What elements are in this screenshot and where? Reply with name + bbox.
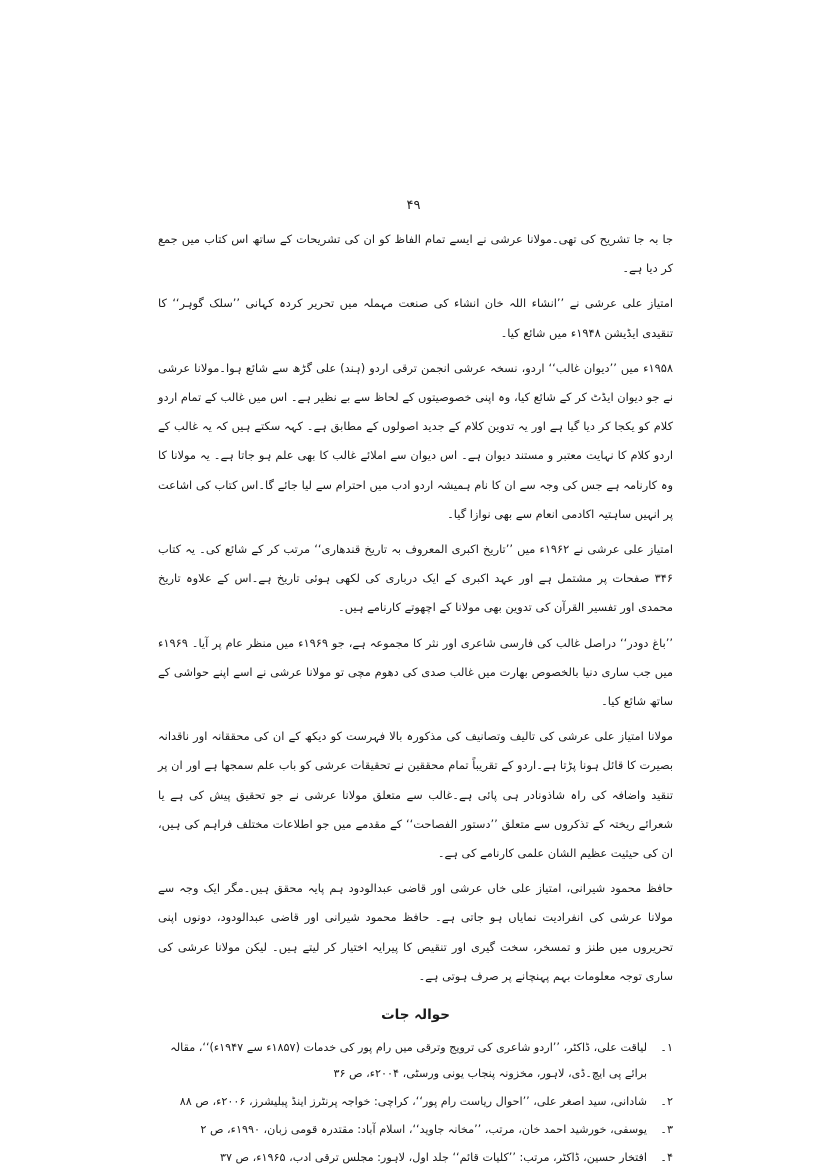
reference-number: ۴۔ <box>660 1151 673 1165</box>
paragraph: حافظ محمود شیرانی، امتیاز علی خاں عرشی اور قاضی عبدالودود ہم پایہ محقق ہیں۔مگر ایک وجہ سے مولانا عرشی کی انفرادیت نمایاں ہو جاتی ہے۔ حافظ محمود شیرانی اور قاضی عبدالودود، دونوں اپنی تحریروں میں طنز و تمسخر، سخت گیری اور تنقیص کا پیرایہ اختیار کر لیتے ہیں۔ لیکن مولانا عرشی کی ساری توجہ معلومات بہم پہنچانے پر صرف ہوتی ہے۔ <box>158 881 673 983</box>
reference-text: لیاقت علی، ڈاکٹر، ’’اردو شاعری کی ترویج وترقی میں رام پور کی خدمات (۱۸۵۷ء سے ۱۹۴۷ء)‘‘، مقالہ برائے پی ایچ۔ڈی، لاہور، مخزونہ پنجاب یونی ورسٹی، ۲۰۰۴ء، ص ۳۶ <box>170 1041 647 1081</box>
reference-item <box>158 1117 673 1143</box>
reference-number: ۱۔ <box>660 1041 673 1055</box>
paragraph: امتیاز علی عرشی نے ۱۹۶۲ء میں ’’تاریخ اکبری المعروف بہ تاریخ قندھاری‘‘ مرتب کر کے شائع کی۔ یہ کتاب ۳۴۶ صفحات پر مشتمل ہے اور عہد اکبری کے ایک درباری کی لکھی ہوئی تاریخ ہے۔اس کے علاوہ تاریخ محمدی اور تفسیر القرآن کی تدوین بھی مولانا کے اچھوتے کارنامے ہیں۔ <box>158 542 674 615</box>
paragraph: ۱۹۵۸ء میں ’’دیوان غالب‘‘ اردو، نسخہ عرشی انجمن ترقی اردو (ہند) علی گڑھ سے شائع ہوا۔مولانا عرشی نے جو دیوان ایڈٹ کر کے شائع کیا، وہ اپنی خصوصیتوں کے لحاظ سے بے نظیر ہے۔ اس میں غالب کے تمام اردو کلام کو یکجا کر دیا گیا ہے اور یہ تدوین کلام کے جدید اصولوں کے مطابق ہے۔ کہہ سکتے ہیں کہ یہ غالب کے اردو کلام کا نہایت معتبر و مستند دیوان ہے۔ اس دیوان سے املائے غالب کا بھی علم ہو جاتا ہے۔ یہ مولانا کا وہ کارنامہ ہے جس کی وجہ سے ان کا نام ہمیشہ اردو ادب میں احترام سے لیا جائے گا۔اس کتاب کی اشاعت پر انہیں ساہتیہ اکادمی انعام سے بھی نوازا گیا۔ <box>158 360 673 521</box>
reference-text: یوسفی، خورشید احمد خان، مرتب، ’’مخانہ جاوید‘‘، اسلام آباد: مقتدرہ قومی زبان، ۱۹۹۰ء، ص ۲ <box>200 1123 647 1137</box>
paragraph: ’’باغ دودر‘‘ دراصل غالب کی فارسی شاعری اور نثر کا مجموعہ ہے، جو ۱۹۶۹ء میں منظر عام پر آیا۔ ۱۹۶۹ء میں جب ساری دنیا بالخصوص بھارت میں غالب صدی کی دھوم مچی تو مولانا عرشی نے اسے اپنے حواشی کے ساتھ شائع کیا۔ <box>158 635 674 709</box>
paragraph: مولانا امتیاز علی عرشی کی تالیف وتصانیف کی مذکورہ بالا فہرست کو دیکھ کے ان کی محققانہ اور ناقدانہ بصیرت کا قائل ہونا پڑتا ہے۔اردو کے تقریباً تمام محققین نے تحقیقات عرشی کو باب علم سمجھا ہے اور ان پر تنقید واضافہ کی راہ شاذونادر ہی پائی ہے۔غالب سے متعلق مولانا عرشی نے جو تحقیق پیش کی ہے یا شعرائے ریختہ کے تذکروں سے متعلق ’’دستور الفصاحت‘‘ کے مقدمے میں جو اطلاعات مختلف فراہم کی ہیں، ان کی حیثیت عظیم الشان علمی کارنامے کی ہے۔ <box>158 729 673 861</box>
paragraph: امتیاز علی عرشی نے ’’انشاء اللہ خان انشاء کی صنعت مہملہ میں تحریر کردہ کہانی ’’سلک گوہر‘‘ کا تنقیدی ایڈیشن ۱۹۴۸ء میں شائع کیا۔ <box>158 296 673 340</box>
reference-number: ۳۔ <box>660 1123 673 1137</box>
page-body <box>158 225 673 1173</box>
reference-item <box>158 1089 673 1115</box>
reference-text: شادانی، سید اصغر علی، ’’احوال ریاست رام پور‘‘، کراچی: خواجہ پرنٹرز اینڈ پبلیشرز، ۲۰۰۶ء، ص ۸۸ <box>179 1095 647 1109</box>
paragraph: جا بہ جا تشریح کی تھی۔مولانا عرشی نے ایسے تمام الفاظ کو ان کی تشریحات کے ساتھ اس کتاب میں جمع کر دیا ہے۔ <box>158 232 673 276</box>
reference-text: افتخار حسین، ڈاکٹر، مرتب: ’’کلیات قائم‘‘ جلد اول، لاہور: مجلس ترقی ادب، ۱۹۶۵ء، ص ۳۷ <box>219 1151 647 1165</box>
reference-item <box>158 1035 673 1087</box>
reference-item <box>158 1145 673 1171</box>
references-heading: حوالہ جات <box>381 1007 450 1024</box>
reference-number: ۲۔ <box>660 1095 673 1109</box>
page-number: ۴۹ <box>406 198 421 213</box>
